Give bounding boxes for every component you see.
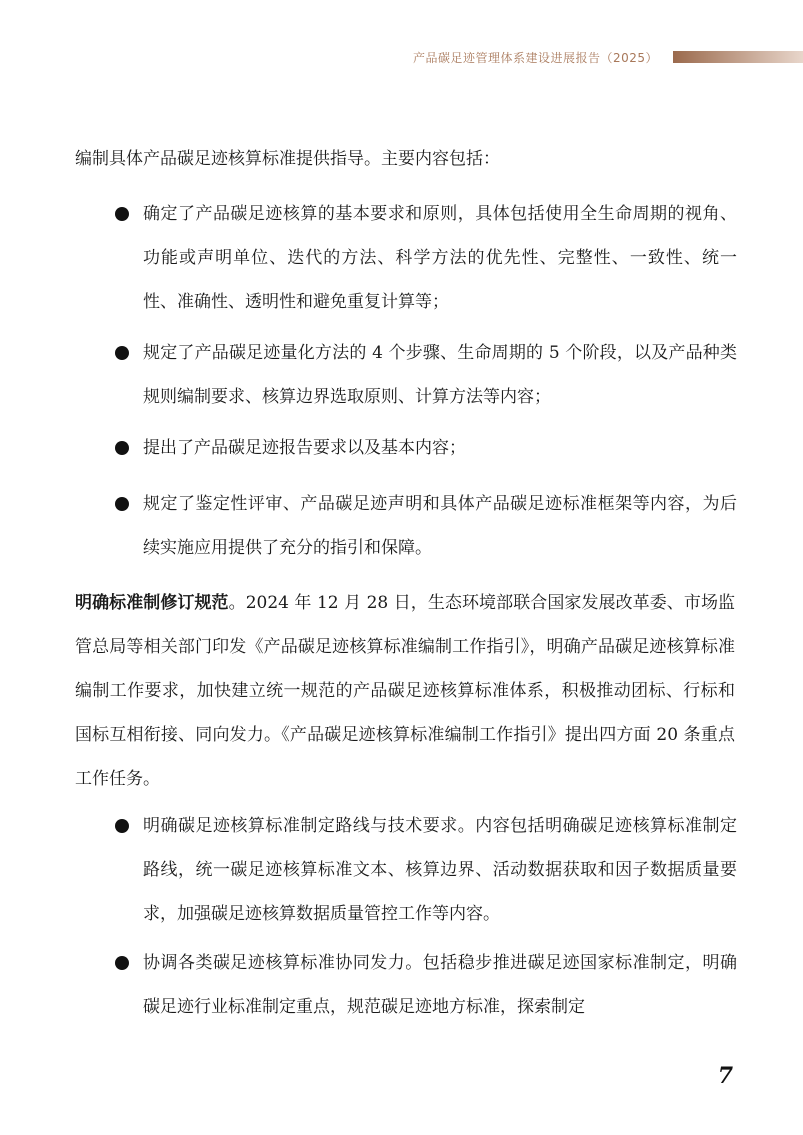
header-decorative-bar [673, 51, 803, 63]
section-lead-heading: 明确标准制修订规范 [75, 593, 229, 613]
intro-paragraph: 编制具体产品碳足迹核算标准提供指导。主要内容包括： [75, 149, 500, 169]
section-body-text: 。2024 年 12 月 28 日，生态环境部联合国家发展改革委、市场监管总局等相关部门印发《产品碳足迹核算标准编制工作指引》，明确产品碳足迹核算标准编制工作要求，加快建立统一规范的产品碳足迹核算标准体系，积极推动团标、行标和国标互相衔接、同向发力。《产品碳足迹核算标准编制工作指引》提出四方面 20 条重点工作任务。 [75, 593, 736, 789]
bullet-item [115, 941, 737, 1029]
bullet-dot-icon [115, 441, 129, 455]
bullet-text: 明确碳足迹核算标准制定路线与技术要求。内容包括明确碳足迹核算标准制定路线，统一碳足迹核算标准文本、核算边界、活动数据获取和因子数据质量要求，加强碳足迹核算数据质量管控工作等内容。 [143, 816, 737, 924]
bullet-item [115, 804, 737, 936]
bullet-item [115, 192, 737, 324]
bullet-item [115, 426, 737, 470]
bullet-text: 规定了鉴定性评审、产品碳足迹声明和具体产品碳足迹标准框架等内容，为后续实施应用提供了充分的指引和保障。 [143, 494, 737, 558]
running-header: 产品碳足迹管理体系建设进展报告（2025） [412, 51, 658, 65]
bullet-dot-icon [115, 956, 129, 970]
bullet-dot-icon [115, 207, 129, 221]
section-paragraph [75, 581, 735, 801]
bullet-item [115, 482, 737, 570]
page-number: 7 [717, 1063, 733, 1089]
bullet-text: 协调各类碳足迹核算标准协同发力。包括稳步推进碳足迹国家标准制定，明确碳足迹行业标准制定重点，规范碳足迹地方标准，探索制定 [143, 953, 737, 1017]
bullet-text: 规定了产品碳足迹量化方法的 4 个步骤、生命周期的 5 个阶段，以及产品种类规则编制要求、核算边界选取原则、计算方法等内容； [143, 343, 737, 407]
bullet-text: 确定了产品碳足迹核算的基本要求和原则，具体包括使用全生命周期的视角、功能或声明单位、迭代的方法、科学方法的优先性、完整性、一致性、统一性、准确性、透明性和避免重复计算等； [143, 204, 737, 312]
bullet-dot-icon [115, 497, 129, 511]
bullet-item [115, 331, 737, 419]
bullet-dot-icon [115, 346, 129, 360]
bullet-dot-icon [115, 819, 129, 833]
bullet-text: 提出了产品碳足迹报告要求以及基本内容； [143, 438, 466, 458]
